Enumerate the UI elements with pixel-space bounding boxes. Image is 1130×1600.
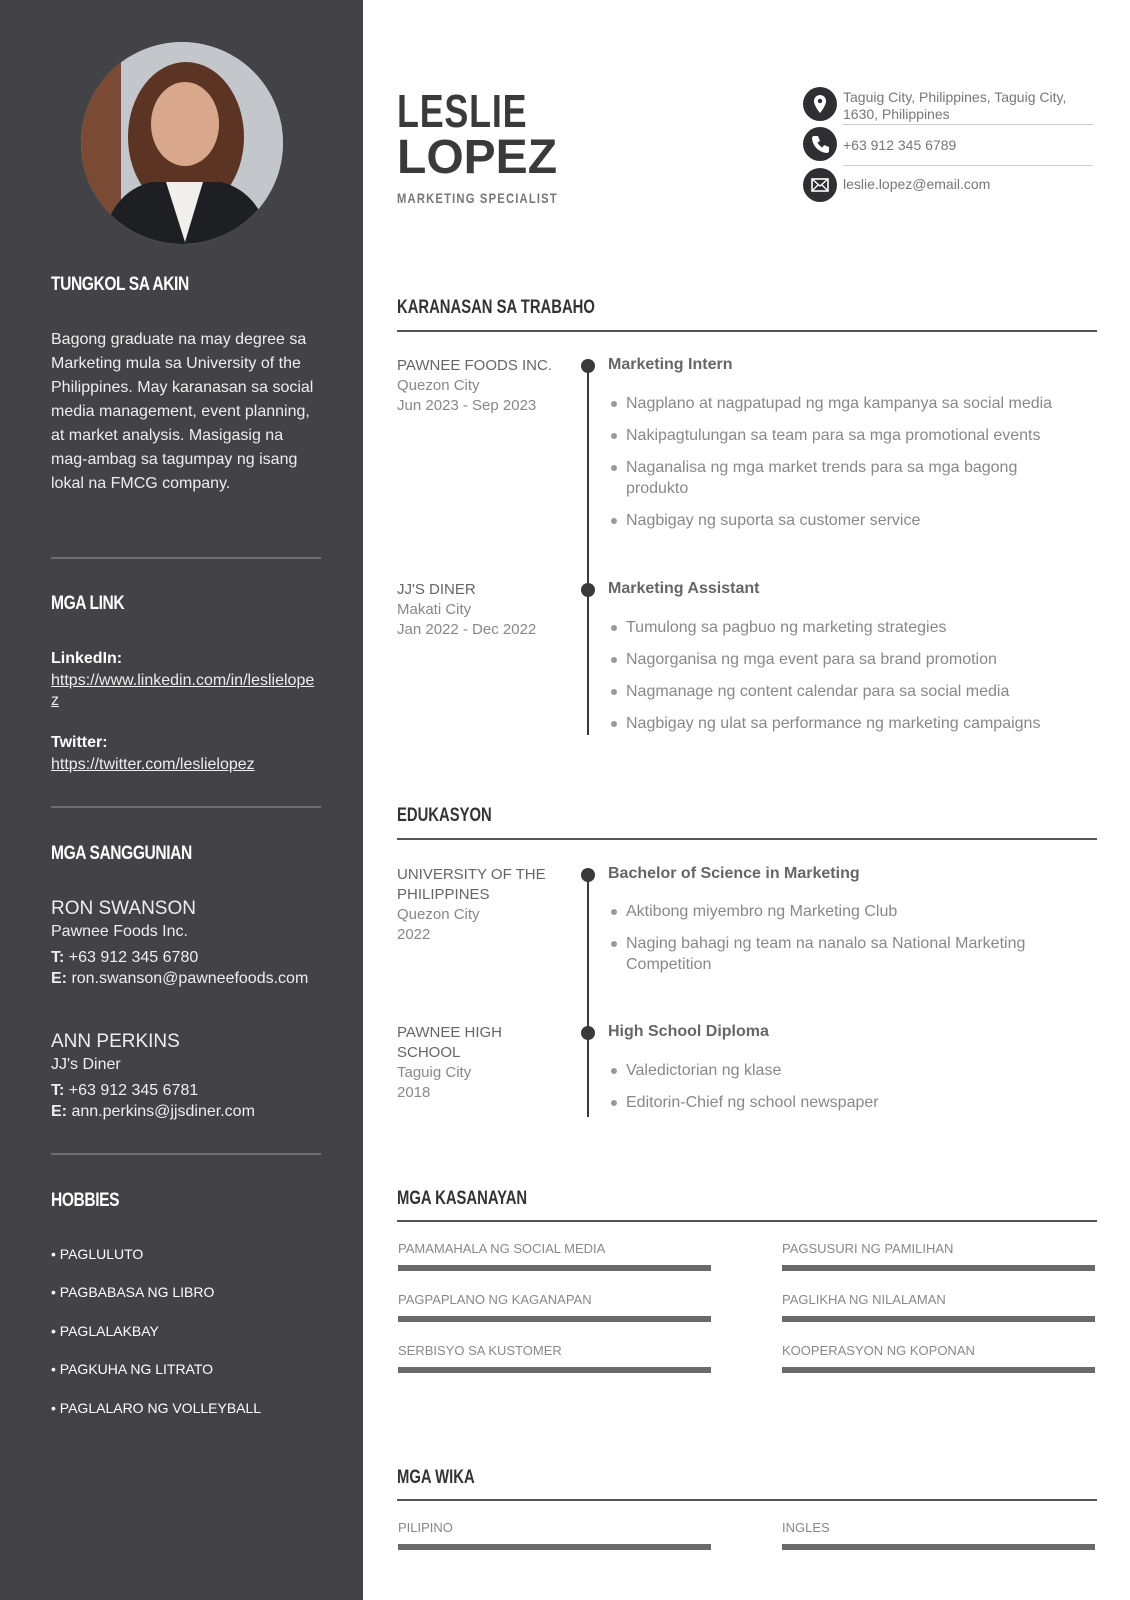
skill-item: KOOPERASYON NG KOPONAN	[782, 1343, 1097, 1373]
skill-bar	[398, 1265, 711, 1271]
phone-icon	[803, 127, 837, 161]
skill-bar	[782, 1367, 1095, 1373]
bullet-list: Nagplano at nagpatupad ng mga kampanya sa social media Nakipagtulungan sa team para sa mga promotional events Naganalisa ng mga market trends para sa mga bagong produkto Nagbigay ng suporta sa customer service	[608, 393, 1078, 542]
divider	[51, 806, 321, 808]
languages-heading: MGA WIKA	[397, 1467, 475, 1488]
bullet-list: Valedictorian ng klase Editorin-Chief ng school newspaper	[608, 1060, 1078, 1124]
hobby-item: • PAGLULUTO	[51, 1246, 144, 1262]
education-heading: EDUKASYON	[397, 805, 492, 826]
linkedin-label: LinkedIn:	[51, 650, 123, 667]
skills-heading: MGA KASANAYAN	[397, 1188, 528, 1209]
experience-heading: KARANASAN SA TRABAHO	[397, 297, 595, 318]
hobbies-heading: HOBBIES	[51, 1190, 120, 1211]
linkedin-link[interactable]: https://www.linkedin.com/in/leslielopez	[51, 672, 315, 709]
bullet-list: Aktibong miyembro ng Marketing Club Naging bahagi ng team na nanalo sa National Marketing Competition	[608, 901, 1078, 986]
twitter-link[interactable]: https://twitter.com/leslielopez	[51, 756, 255, 773]
job-title: MARKETING SPECIALIST	[397, 190, 558, 206]
phone-text: +63 912 345 6789	[843, 137, 957, 153]
language-bar	[398, 1544, 711, 1550]
skill-item: PAGPAPLANO NG KAGANAPAN	[398, 1292, 713, 1322]
education-item-meta: UNIVERSITY OF THE PHILIPPINES Quezon City 2022	[397, 866, 546, 943]
bullet-list: Tumulong sa pagbuo ng marketing strategies Nagorganisa ng mga event para sa brand promotion Nagmanage ng content calendar para sa social media Nagbigay ng ulat sa performance ng marketing campaigns	[608, 617, 1078, 745]
divider	[51, 1153, 321, 1155]
skill-bar	[398, 1367, 711, 1373]
divider	[51, 557, 321, 559]
timeline-dot	[581, 1026, 595, 1040]
first-name: LESLIE	[397, 85, 528, 137]
hobby-item: • PAGBABASA NG LIBRO	[51, 1284, 215, 1300]
reference-item: ANN PERKINS JJ's Diner T: +63 912 345 6781 E: ann.perkins@jjsdiner.com	[51, 1031, 255, 1120]
hobby-item: • PAGLALAKBAY	[51, 1323, 159, 1339]
skill-bar	[398, 1316, 711, 1322]
email-text[interactable]: leslie.lopez@email.com	[843, 176, 991, 192]
contact-block	[803, 87, 1093, 207]
degree-title: Bachelor of Science in Marketing	[608, 865, 860, 882]
degree-title: High School Diploma	[608, 1023, 769, 1040]
divider	[397, 1499, 1097, 1501]
profile-photo	[81, 42, 283, 244]
divider	[843, 165, 1093, 166]
skill-item: PAMAMAHALA NG SOCIAL MEDIA	[398, 1241, 713, 1271]
divider	[397, 330, 1097, 332]
role-title: Marketing Intern	[608, 356, 733, 373]
last-name: LOPEZ	[397, 131, 558, 184]
links-heading: MGA LINK	[51, 593, 125, 614]
skill-item: PAGSUSURI NG PAMILIHAN	[782, 1241, 1097, 1271]
timeline-dot	[581, 868, 595, 882]
skill-item: SERBISYO SA KUSTOMER	[398, 1343, 713, 1373]
sidebar	[0, 0, 363, 1600]
language-bar	[782, 1544, 1095, 1550]
hobby-item: • PAGKUHA NG LITRATO	[51, 1361, 214, 1377]
address-text: Taguig City, Philippines, Taguig City, 1630, Philippines	[843, 89, 1067, 122]
about-text: Bagong graduate na may degree sa Marketing mula sa University of the Philippines. May karanasan sa social media management, event planning, at market analysis. Masigasig na mag-ambag sa tagumpay ng isang lokal na FMCG company.	[51, 331, 314, 492]
role-title: Marketing Assistant	[608, 580, 760, 597]
hobby-item: • PAGLALARO NG VOLLEYBALL	[51, 1400, 262, 1416]
skill-bar	[782, 1316, 1095, 1322]
skill-bar	[782, 1265, 1095, 1271]
email-icon	[803, 168, 837, 202]
timeline-dot	[581, 359, 595, 373]
references-heading: MGA SANGGUNIAN	[51, 843, 192, 864]
timeline-line	[587, 873, 589, 1117]
language-item: INGLES	[782, 1520, 1097, 1550]
timeline-dot	[581, 583, 595, 597]
twitter-label: Twitter:	[51, 734, 108, 751]
main-content	[363, 0, 1130, 1600]
experience-item-meta: JJ'S DINER Makati City Jan 2022 - Dec 2022	[397, 581, 537, 638]
divider	[397, 838, 1097, 840]
about-heading: TUNGKOL SA AKIN	[51, 274, 189, 295]
language-item: PILIPINO	[398, 1520, 713, 1550]
divider	[397, 1220, 1097, 1222]
timeline-line	[587, 365, 589, 735]
divider	[843, 124, 1093, 125]
education-item-meta: PAWNEE HIGH SCHOOL Taguig City 2018	[397, 1024, 503, 1101]
skill-item: PAGLIKHA NG NILALAMAN	[782, 1292, 1097, 1322]
experience-item-meta: PAWNEE FOODS INC. Quezon City Jun 2023 - Sep 2023	[397, 357, 553, 414]
reference-item: RON SWANSON Pawnee Foods Inc. T: +63 912 345 6780 E: ron.swanson@pawneefoods.com	[51, 898, 309, 987]
location-icon	[803, 87, 837, 121]
